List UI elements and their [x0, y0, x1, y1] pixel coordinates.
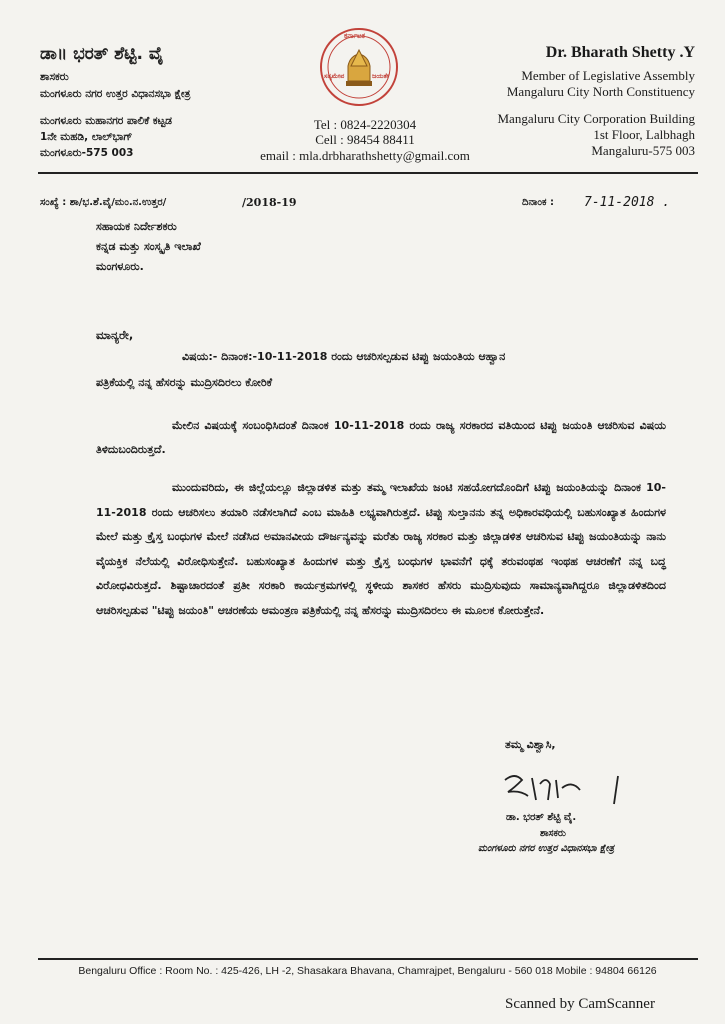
addressee-line-2: ಕನ್ನಡ ಮತ್ತು ಸಂಸ್ಕೃತಿ ಇಲಾಖೆ	[96, 240, 201, 253]
paragraph-1: ಮೇಲಿನ ವಿಷಯಕ್ಕೆ ಸಂಬಂಧಿಸಿದಂತೆ ದಿನಾಂಕ 10-11-2018 ರಂದು ರಾಜ್ಯ ಸರಕಾರದ ವತಿಯಿಂದ ಟಿಪ್ಪು ಜಯಂತಿ ಆಚರಿಸುವ ವಿಷಯ ತಿಳಿದುಬಂದಿರುತ್ತದೆ.	[96, 419, 666, 456]
kn-address-line-3: ಮಂಗಳೂರು-575 003	[40, 147, 134, 159]
subject-line-2: ಪತ್ರಿಕೆಯಲ್ಲಿ ನನ್ನ ಹೆಸರನ್ನು ಮುದ್ರಿಸದಿರಲು ಕೋರಿಕೆ	[96, 376, 273, 389]
signature-scribble-icon	[500, 770, 650, 810]
subject-line-1: ವಿಷಯ:- ದಿನಾಂಕ:-10-11-2018 ರಂದು ಆಚರಿಸಲ್ಪಡುವ ಟಿಪ್ಪು ಜಯಂತಿಯ ಆಹ್ವಾನ	[182, 350, 506, 363]
reference-year: /2018-19	[242, 196, 297, 209]
addressee-line-1: ಸಹಾಯಕ ನಿರ್ದೇಶಕರು	[96, 220, 177, 233]
kn-title: ಶಾಸಕರು	[40, 71, 69, 83]
signatory-constituency: ಮಂಗಳೂರು ನಗರ ಉತ್ತರ ವಿಧಾನಸಭಾ ಕ್ಷೇತ್ರ	[478, 843, 615, 854]
kn-address-line-2: 1ನೇ ಮಹಡಿ, ಲಾಲ್‌ಭಾಗ್	[40, 131, 133, 143]
signatory-name: ಡಾ. ಭರತ್ ಶೆಟ್ಟಿ ವೈ.	[506, 812, 577, 823]
scanner-watermark: Scanned by CamScanner	[505, 996, 655, 1012]
kn-address-line-1: ಮಂಗಳೂರು ಮಹಾನಗರ ಪಾಲಿಕೆ ಕಟ್ಟಡ	[40, 115, 172, 127]
paragraph-2: ಮುಂದುವರಿದು, ಈ ಜಿಲ್ಲೆಯಲ್ಲೂ ಜಿಲ್ಲಾಡಳಿತ ಮತ್ತು ತಮ್ಮ ಇಲಾಖೆಯ ಜಂಟಿ ಸಹಯೋಗದೊಂದಿಗೆ ಟಿಪ್ಪು ಜಯಂತಿಯನ್ನು ದಿನಾಂಕ 10-11-2018 ರಂದು ಆಚರಿಸಲು ತಯಾರಿ ನಡೆಸಲಾಗಿದೆ ಎಂಬ ಮಾಹಿತಿ ಲಭ್ಯವಾಗಿರುತ್ತದೆ. ಟಿಪ್ಪು ಸುಲ್ತಾನನು ತನ್ನ ಅಧಿಕಾರವಧಿಯಲ್ಲಿ ಬಹುಸಂಖ್ಯಾತ ಹಿಂದುಗಳ ಮೇಲೆ ಮತ್ತು ಕ್ರೈಸ್ತ ಬಂಧುಗಳ ಮೇಲೆ ನಡೆಸಿದ ಅಮಾನವೀಯ ದೌರ್ಜನ್ಯವನ್ನು ಮರೆತು ರಾಜ್ಯ ಸರಕಾರ ಮತ್ತು ಜಿಲ್ಲಾಡಳಿತ ಆಚರಿಸುವ ಟಿಪ್ಪು ಜಯಂತಿಯನ್ನು ನಾನು ವೈಯಕ್ತಿಕ ನೆಲೆಯಲ್ಲಿ ವಿರೋಧಿಸುತ್ತೇನೆ. ಬಹುಸಂಖ್ಯಾತ ಹಿಂದುಗಳ ಮತ್ತು ಕ್ರೈಸ್ತ ಬಂಧುಗಳ ಭಾವನೆಗೆ ಧಕ್ಕೆ ತರುವಂಥಹ ಇಂಥಹ ಆಚರಣೆಗೆ ನನ್ನ ಬದ್ಧ ವಿರೋಧವಿರುತ್ತದೆ. ಶಿಷ್ಟಾಚಾರದಂತೆ ಪ್ರತೀ ಸರಕಾರಿ ಕಾರ್ಯಕ್ರಮಗಳಲ್ಲಿ ಸ್ಥಳೀಯ ಶಾಸಕರ ಹೆಸರು ಮುದ್ರಿಸುವುದು ಸಾಮಾನ್ಯವಾಗಿದ್ದರೂ ಜಿಲ್ಲಾಡಳಿತದಿಂದ ಆಚರಿಸಲ್ಪಡುವ "ಟಿಪ್ಪು ಜಯಂತಿ" ಆಚರಣೆಯ ಆಮಂತ್ರಣ ಪತ್ರಿಕೆಯಲ್ಲಿ ನನ್ನ ಹೆಸರನ್ನು ಮುದ್ರಿಸದಿರಲು ಈ ಮೂಲಕ ಕೋರುತ್ತೇನೆ.	[96, 481, 666, 617]
footer-divider	[38, 958, 698, 960]
date-value: 7-11-2018 .	[584, 195, 671, 210]
footer-address: Bengaluru Office : Room No. : 425-426, LH -2, Shasakara Bhavana, Chamrajpet, Bengaluru - 560 018 Mobile : 94804 66126	[78, 965, 657, 977]
addressee-line-3: ಮಂಗಳೂರು.	[96, 260, 144, 273]
signatory-title: ಶಾಸಕರು	[540, 828, 566, 839]
reference-number: ಸಂಖ್ಯೆ : ಶಾ/ಭ.ಶೆ.ವೈ/ಮಂ.ನ.ಉತ್ತರ/	[40, 197, 167, 208]
salutation: ಮಾನ್ಯರೇ,	[96, 328, 134, 342]
en-name: Dr. Bharath Shetty .Y	[545, 44, 695, 61]
seal-top-text: ಕರ್ನಾಟಕ	[344, 32, 365, 40]
en-title: Member of Legislative Assembly	[521, 68, 695, 83]
en-address-line-3: Mangaluru-575 003	[591, 143, 695, 158]
tel: Tel : 0824-2220304	[313, 117, 417, 132]
en-address-line-2: 1st Floor, Lalbhagh	[593, 127, 695, 142]
closing: ತಮ್ಮ ವಿಶ್ವಾಸಿ,	[505, 738, 556, 751]
header-divider	[38, 172, 698, 174]
karnataka-emblem	[318, 26, 400, 108]
signature	[500, 770, 650, 814]
kn-name: ಡಾ॥ ಭರತ್ ಶೆಟ್ಟಿ. ವೈ	[40, 44, 164, 64]
seal-right-text: ಜಯತೇ	[372, 72, 389, 80]
en-constituency: Mangaluru City North Constituency	[506, 84, 695, 99]
en-address-line-1: Mangaluru City Corporation Building	[497, 111, 695, 126]
seal-left-text: ಸತ್ಯಮೇವ	[324, 72, 345, 80]
email: email : mla.drbharathshetty@gmail.com	[260, 148, 470, 163]
date-label: ದಿನಾಂಕ :	[522, 197, 554, 208]
cell: Cell : 98454 88411	[315, 132, 415, 147]
kn-constituency: ಮಂಗಳೂರು ನಗರ ಉತ್ತರ ವಿಧಾನಸಭಾ ಕ್ಷೇತ್ರ	[40, 88, 191, 100]
